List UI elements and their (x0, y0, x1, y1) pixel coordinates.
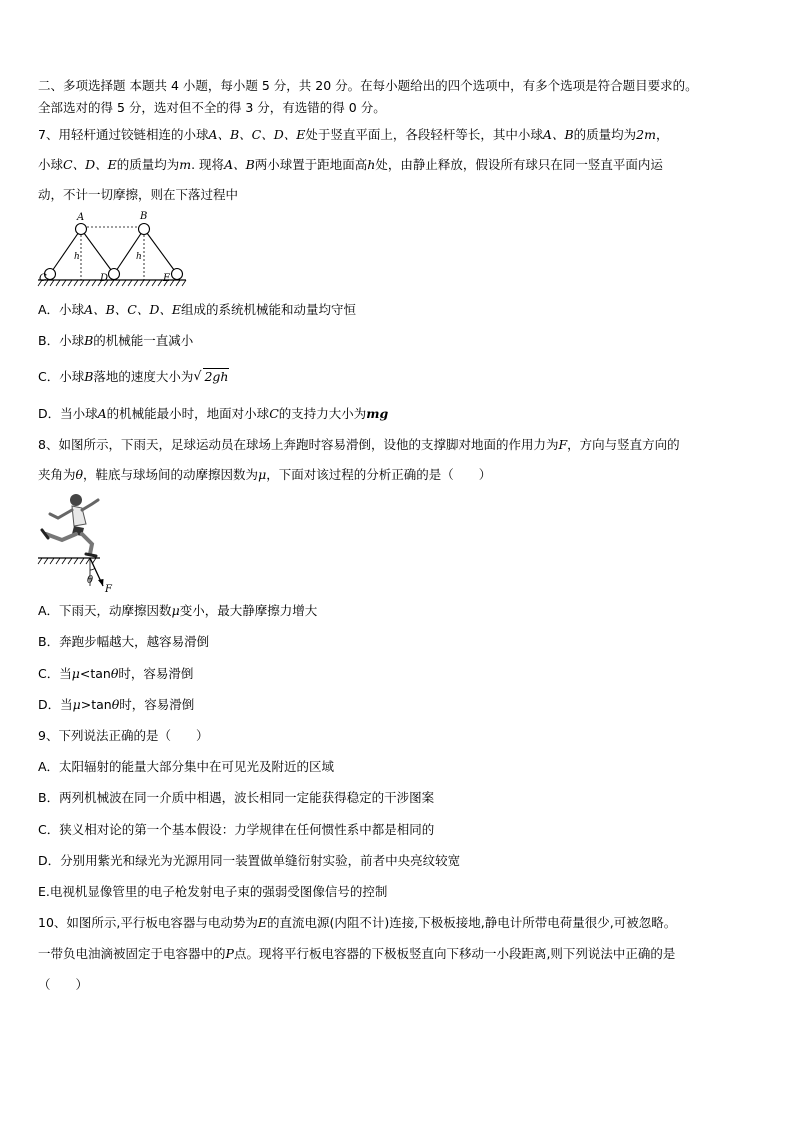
sqrt-expression: √ 2gh (193, 368, 229, 384)
q7-label-c: C (39, 273, 47, 284)
q7-ball-a (76, 224, 87, 235)
q8-option-d: D．当μ>tanθ时，容易滑倒 (38, 697, 195, 712)
q8-option-b: B．奔跑步幅越大，越容易滑倒 (38, 634, 210, 649)
q7-stem-line1: 7、用轻杆通过铰链相连的小球A、B、C、D、E处于竖直平面上，各段轻杆等长，其中小球A、B的质量均为2m， (38, 127, 669, 142)
q7-ball-d (109, 269, 120, 280)
q10-stem-line2: 一带负电油滴被固定于电容器中的P点。现将平行板电容器的下极板竖直向下移动一小段距离,则下列说法中正确的是 (38, 946, 676, 961)
q8-label-theta: θ (87, 575, 94, 586)
q7-ball-e (172, 269, 183, 280)
q10-stem-line3: （ ） (38, 977, 89, 992)
section-header-line1: 二、多项选择题 本题共 4 小题，每小题 5 分，共 20 分。在每小题给出的四个选项中，有多个选项是符合题目要求的。 (38, 78, 698, 93)
q8-ground-hatch (38, 558, 96, 564)
q7-label-h2: h (136, 252, 142, 262)
q7-option-b: B．小球B的机械能一直减小 (38, 333, 194, 348)
q9-option-d: D．分别用紫光和绿光为光源用同一装置做单缝衍射实验，前者中央亮纹较宽 (38, 853, 461, 868)
q8-figure-runner (36, 490, 126, 596)
q9-option-c: C．狭义相对论的第一个基本假设：力学规律在任何惯性系中都是相同的 (38, 822, 435, 837)
q8-stem-line1: 8、如图所示，下雨天，足球运动员在球场上奔跑时容易滑倒，设他的支撑脚对地面的作用力为F，方向与竖直方向的 (38, 437, 680, 452)
q7-label-d: D (100, 273, 109, 284)
q8-option-c: C．当μ<tanθ时，容易滑倒 (38, 666, 194, 681)
q10-stem-line1: 10、如图所示,平行板电容器与电动势为E的直流电源(内阻不计)连接,下极板接地,静电计所带电荷量很少,可被忽略。 (38, 915, 677, 930)
q7-stem-line2: 小球C、D、E的质量均为m. 现将A、B两小球置于距地面高h处，由静止释放，假设所有球只在同一竖直平面内运 (38, 157, 663, 172)
section-header-line2: 全部选对的得 5 分，选对但不全的得 3 分，有选错的得 0 分。 (38, 100, 386, 115)
q7-option-c: C．小球B落地的速度大小为 √ 2gh (38, 368, 229, 384)
q8-label-f: F (105, 584, 112, 595)
runner-illustration (42, 494, 98, 556)
q9-option-b: B．两列机械波在同一介质中相遇，波长相同一定能获得稳定的干涉图案 (38, 790, 435, 805)
q7-rods (50, 229, 177, 274)
q8-angle-arc (90, 568, 95, 570)
q7-ball-b (139, 224, 150, 235)
q9-stem: 9、下列说法正确的是（ ） (38, 728, 209, 743)
q8-arrow-head (98, 579, 104, 586)
q7-label-a: A (77, 212, 85, 223)
q7-stem-line3: 动，不计一切摩擦，则在下落过程中 (38, 187, 239, 202)
q7-label-e: E (163, 273, 171, 284)
q7-option-a: A．小球A、B、C、D、E组成的系统机械能和动量均守恒 (38, 302, 357, 317)
q7-option-d: D．当小球A的机械能最小时，地面对小球C的支持力大小为mg (38, 406, 389, 421)
q7-label-h1: h (74, 252, 80, 262)
q7-figure-linkage (36, 208, 196, 294)
q9-option-a: A．太阳辐射的能量大部分集中在可见光及附近的区域 (38, 759, 335, 774)
q7-label-b: B (140, 211, 148, 222)
q9-option-e: E.电视机显像管里的电子枪发射电子束的强弱受图像信号的控制 (38, 884, 388, 899)
q8-option-a: A．下雨天，动摩擦因数μ变小，最大静摩擦力增大 (38, 603, 318, 618)
q8-stem-line2: 夹角为θ，鞋底与球场间的动摩擦因数为μ，下面对该过程的分析正确的是（ ） (38, 467, 492, 482)
